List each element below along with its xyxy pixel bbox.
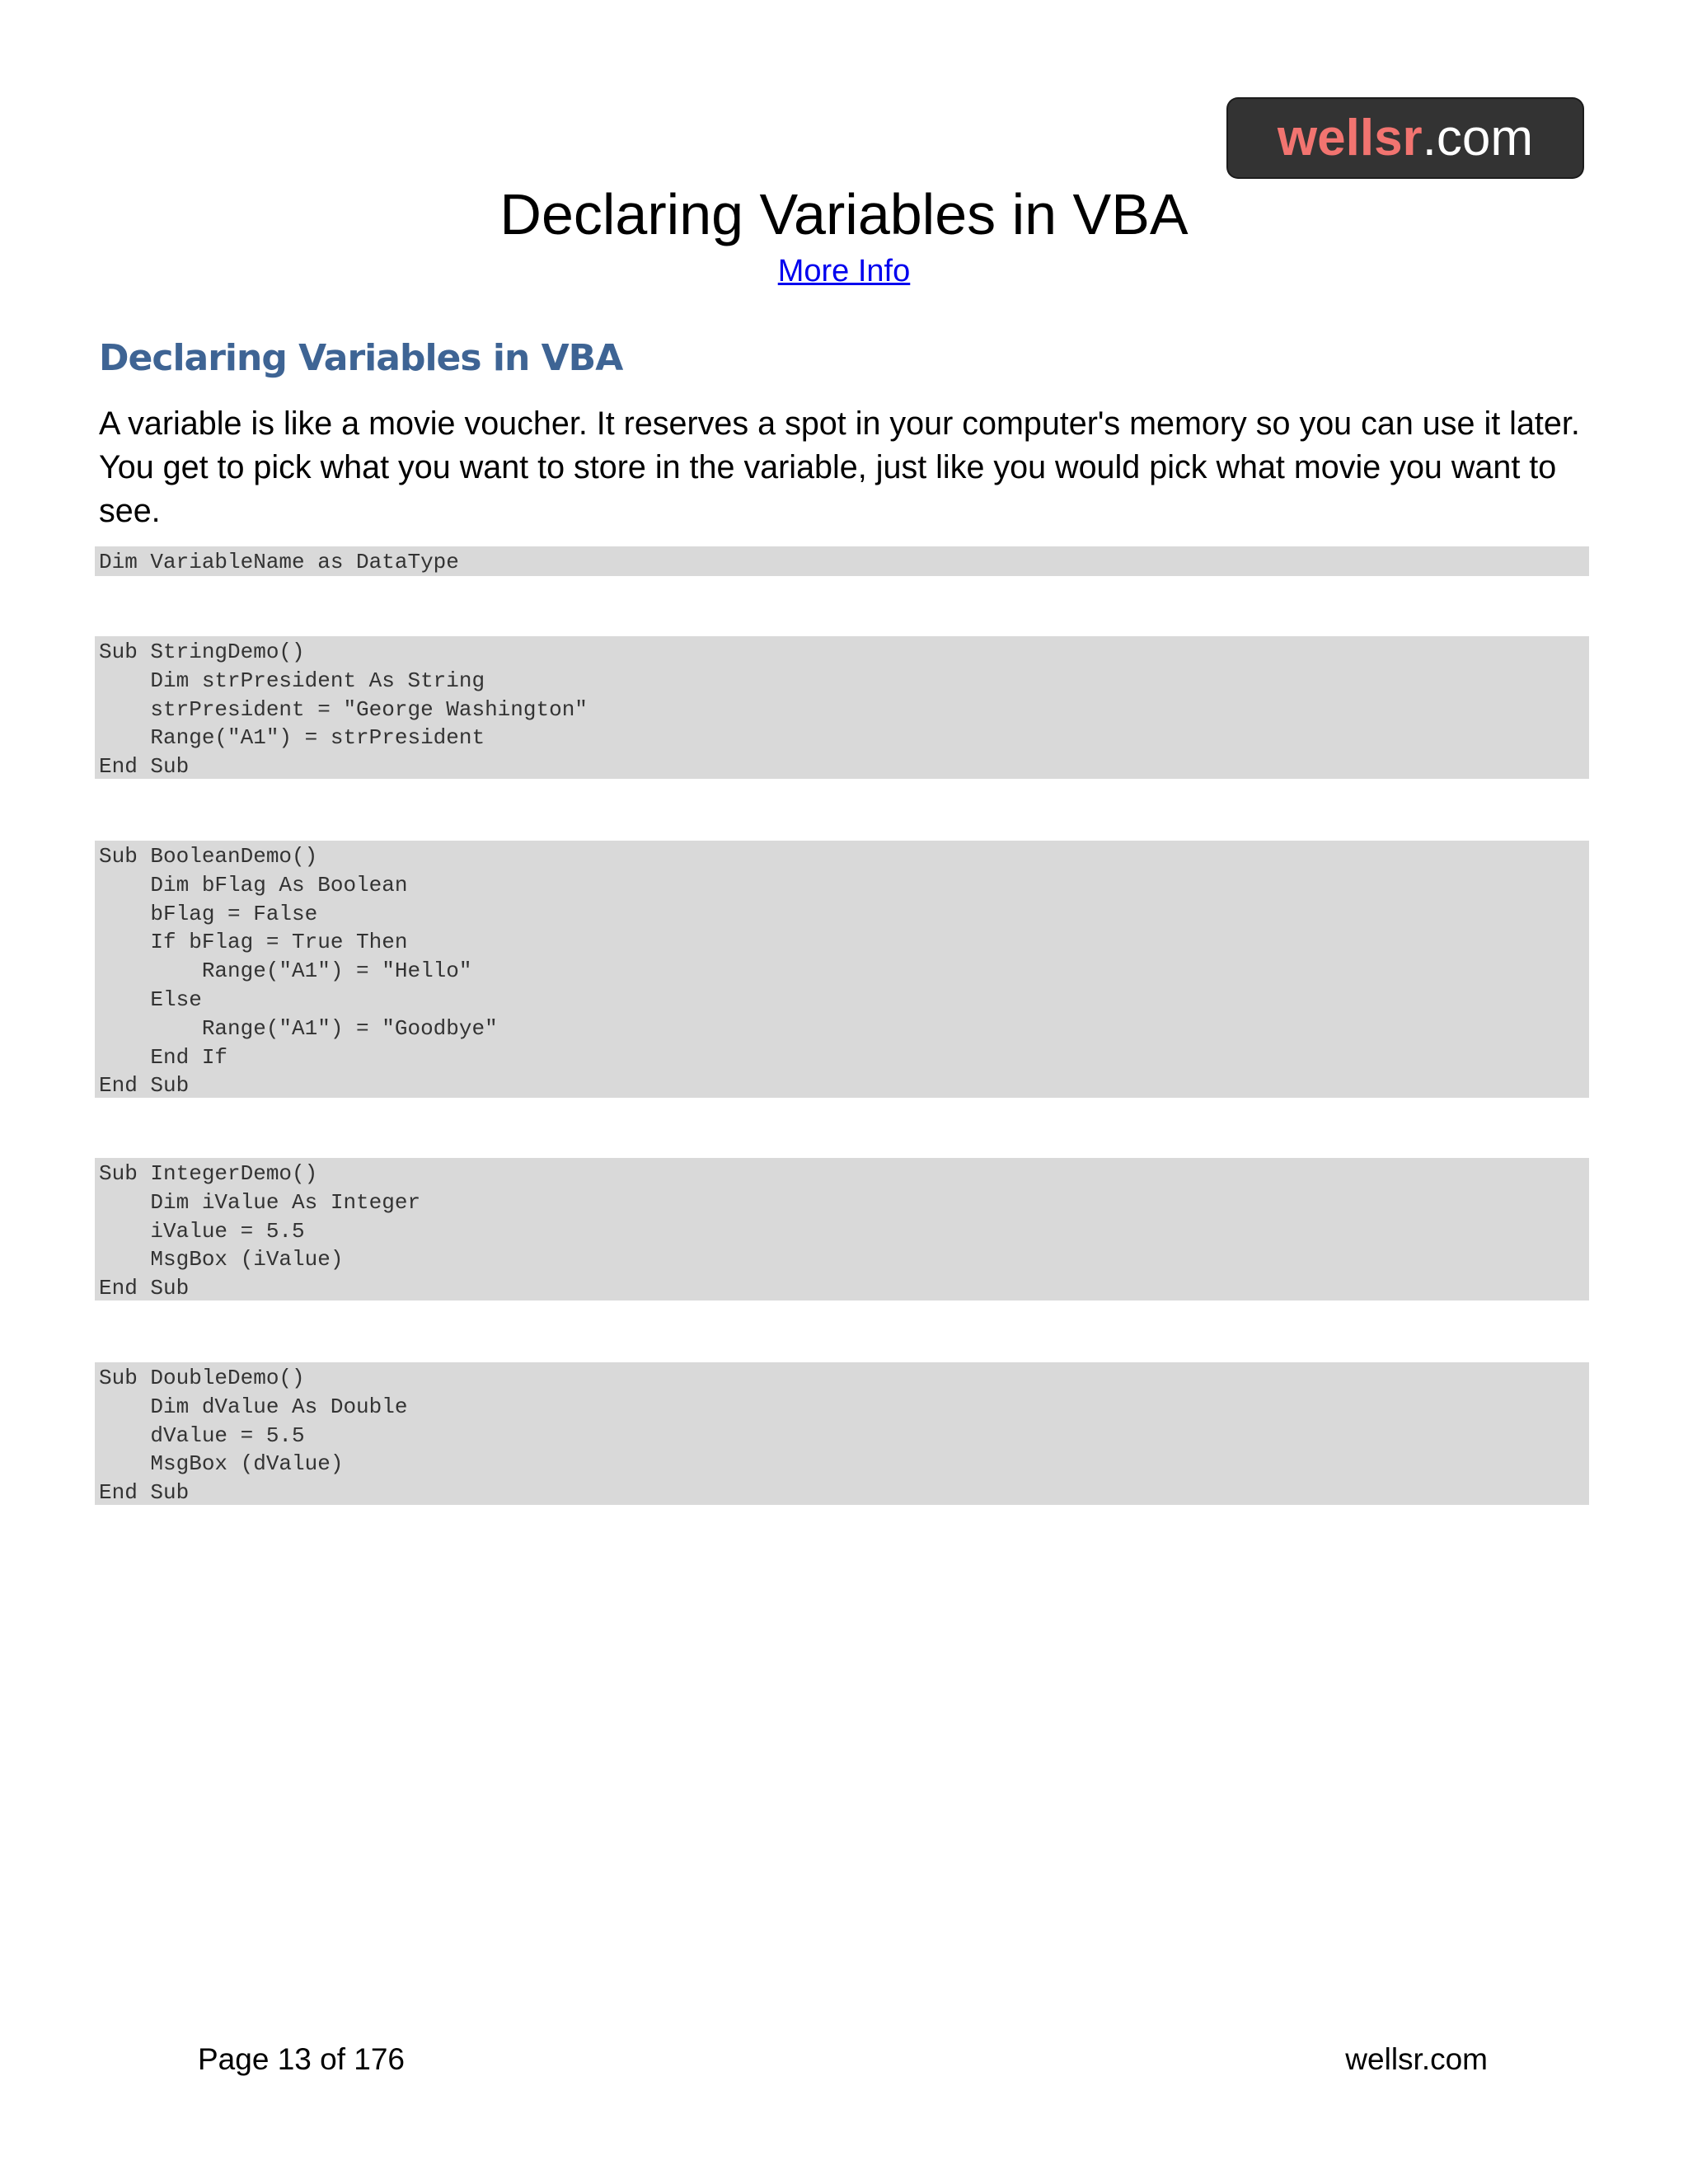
code-block-double-demo: Sub DoubleDemo() Dim dValue As Double dValue = 5.5 MsgBox (dValue) End Sub — [95, 1362, 1589, 1505]
wellsr-logo — [1228, 99, 1582, 177]
footer-page-number: Page 13 of 176 — [198, 2042, 405, 2076]
code-block-string-demo: Sub StringDemo() Dim strPresident As String strPresident = "George Washington" Range("A1") = strPresident End Sub — [95, 636, 1589, 779]
section-heading: Declaring Variables in VBA — [99, 337, 623, 379]
code-block-integer-demo: Sub IntegerDemo() Dim iValue As Integer iValue = 5.5 MsgBox (iValue) End Sub — [95, 1158, 1589, 1301]
intro-paragraph: A variable is like a movie voucher. It reserves a spot in your computer's memory so you can use it later. You get to pick what you want to store in the variable, just like you would pick what movie you want to see. — [99, 405, 1580, 529]
more-info-link[interactable]: More Info — [777, 254, 911, 288]
logo-brand-text: wellsr — [1277, 110, 1423, 166]
page-title: Declaring Variables in VBA — [499, 182, 1189, 246]
footer-site: wellsr.com — [1345, 2042, 1488, 2076]
more-info-container — [0, 252, 1688, 290]
code-block-declaration: Dim VariableName as DataType — [95, 546, 1589, 576]
logo-tld-text: .com — [1422, 110, 1534, 166]
code-block-boolean-demo: Sub BooleanDemo() Dim bFlag As Boolean bFlag = False If bFlag = True Then Range("A1") = "Hello" Else Range("A1") = "Goodbye" End If End Sub — [95, 841, 1589, 1098]
